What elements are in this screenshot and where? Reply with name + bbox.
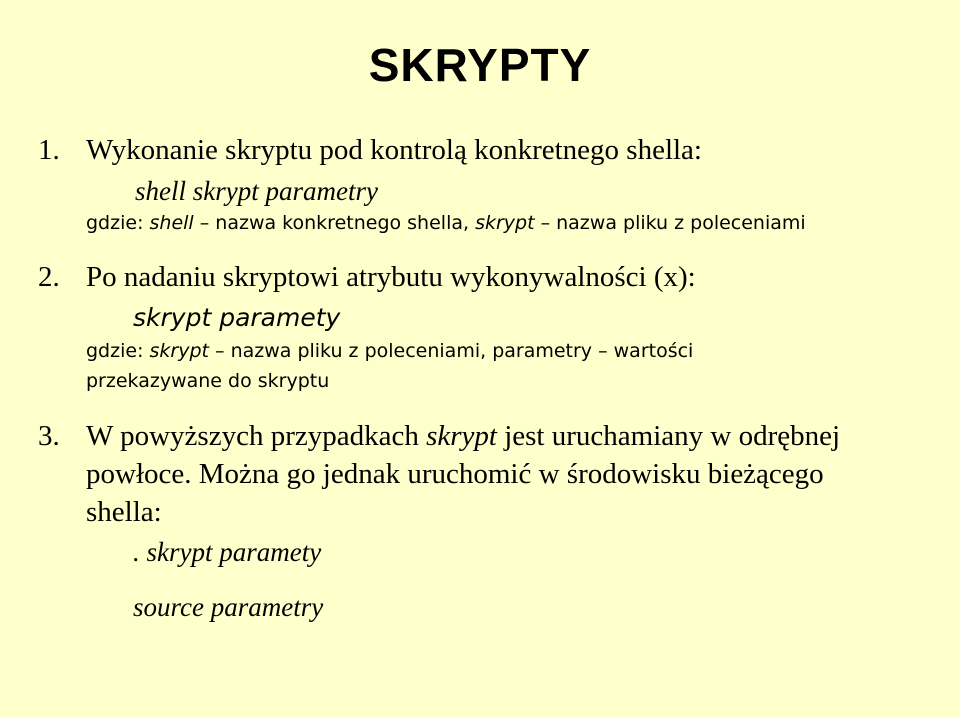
item2-heading-line <box>38 261 696 294</box>
item3-line2: powłoce. Można go jednak uruchomić w środowisku bieżącego <box>86 458 824 490</box>
item1-number: 1. <box>38 134 60 166</box>
item3-number: 3. <box>38 420 60 452</box>
item2-gdzie: gdzie: <box>86 340 150 362</box>
item3-example-source: source parametry <box>133 592 324 622</box>
item1-gdzie: gdzie: <box>86 212 150 234</box>
item1-heading-line <box>38 134 702 167</box>
item2-syntax: skrypt paramety <box>133 303 341 332</box>
item1-desc-shell: – nazwa konkretnego shella, <box>193 212 476 234</box>
item3-line1 <box>38 420 840 453</box>
item1-desc-skrypt: – nazwa pliku z poleceniami <box>534 212 806 234</box>
item2-description-cont: przekazywane do skryptu <box>86 370 330 392</box>
slide-title <box>0 38 960 92</box>
item1-term-skrypt: skrypt <box>475 212 535 234</box>
item2-description <box>86 340 693 362</box>
slide-title-text: SKRYPTY <box>368 39 592 91</box>
item3-example-dot: . skrypt paramety <box>133 537 322 567</box>
item3-term-skrypt: skrypt <box>426 420 497 452</box>
item2-heading: Po nadaniu skryptowi atrybutu wykonywalności (x): <box>86 261 696 293</box>
item1-term-shell: shell <box>149 212 194 234</box>
item2-term-skrypt: skrypt <box>149 340 209 362</box>
item3-line3: shella: <box>86 496 162 528</box>
item3-text-b: jest uruchamiany w odrębnej <box>496 420 841 452</box>
item1-description <box>86 212 806 234</box>
item3-text-a: W powyższych przypadkach <box>86 420 427 452</box>
item1-syntax: shell skrypt parametry <box>135 176 378 206</box>
item1-heading: Wykonanie skryptu pod kontrolą konkretnego shella: <box>86 134 702 166</box>
item2-number: 2. <box>38 261 60 293</box>
item2-desc: – nazwa pliku z poleceniami, parametry – wartości <box>208 340 694 362</box>
